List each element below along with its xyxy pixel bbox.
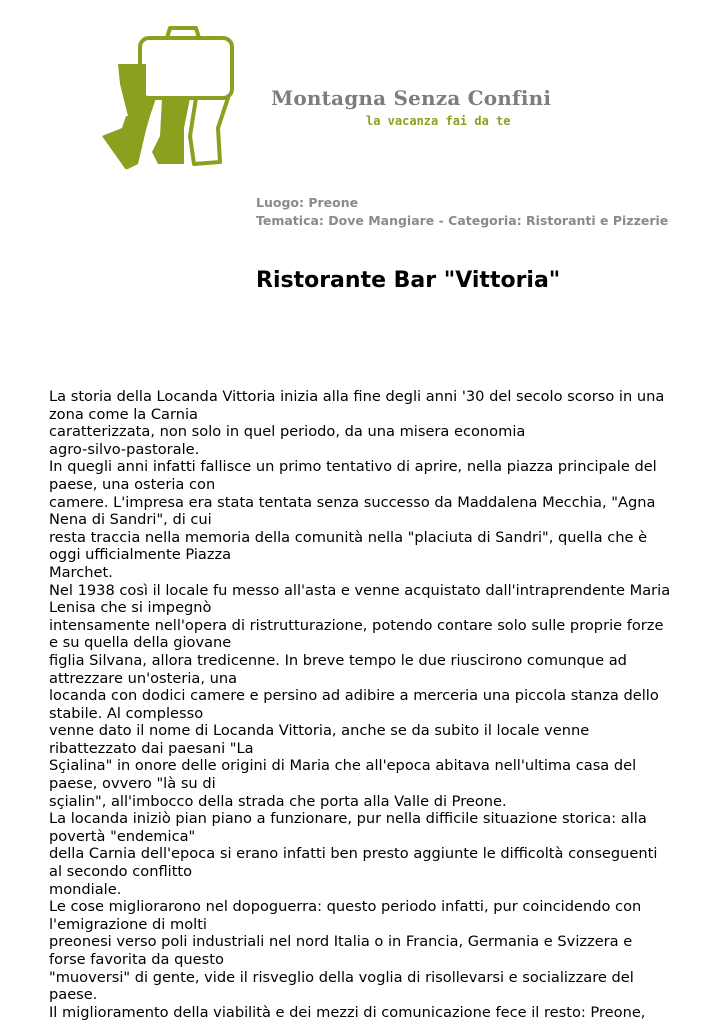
body-line: Nena di Sandri", di cui [49,511,212,529]
body-line: paese, ovvero "là su di [49,775,216,793]
body-line: preonesi verso poli industriali nel nord Italia o in Francia, Germania e Svizzera e [49,933,633,951]
body-line: povertà "endemica" [49,827,196,845]
body-line: locanda con dodici camere e persino ad adibire a merceria una piccola stanza dello [49,687,659,705]
brand-name: Montagna Senza Confini [271,86,552,110]
body-line: "muoversi" di gente, vide il risveglio della voglia di risollevarsi e socializzare del [49,968,634,986]
body-line: resta traccia nella memoria della comunità nella "placiuta di Sandri", quella che è [49,528,648,546]
body-line: attrezzare un'osteria, una [49,669,238,687]
body-line: figlia Silvana, allora tredicenne. In breve tempo le due riuscirono comunque ad [49,651,627,669]
body-line: sçialin", all'imbocco della strada che porta alla Valle di Preone. [49,792,507,810]
body-line: caratterizzata, non solo in quel periodo, da una misera economia [49,423,526,441]
body-line: forse favorita da questo [49,951,224,968]
location-meta: Luogo: Preone [256,195,359,210]
suitcase-walker-icon [98,24,238,169]
body-line: camere. L'impresa era stata tentata senza successo da Maddalena Mecchia, "Agna [49,493,656,511]
body-line: e su quella della giovane [49,634,232,652]
body-line: l'emigrazione di molti [49,915,207,933]
article-body [49,388,709,1021]
body-line: oggi ufficialmente Piazza [49,546,232,564]
category-meta: Tematica: Dove Mangiare - Categoria: Ristoranti e Pizzerie [256,213,669,228]
body-line: paese, una osteria con [49,475,216,493]
body-line: La storia della Locanda Vittoria inizia alla fine degli anni '30 del secolo scorso in una [49,388,665,405]
body-line: Il miglioramento della viabilità e dei mezzi di comunicazione fece il resto: Preone, [49,1003,646,1021]
body-line: venne dato il nome di Locanda Vittoria, anche se da subito il locale venne [49,722,590,740]
body-line: zona come la Carnia [49,405,198,423]
body-line: della Carnia dell'epoca si erano infatti ben presto aggiunte le difficoltà conseguenti [49,845,658,863]
body-line: al secondo conflitto [49,863,193,881]
body-line: mondiale. [49,880,122,898]
page-title: Ristorante Bar "Vittoria" [256,268,561,293]
body-line: paese. [49,986,98,1004]
body-line: stabile. Al complesso [49,704,204,722]
body-line: agro-silvo-pastorale. [49,440,200,458]
body-line: Nel 1938 così il locale fu messo all'asta e venne acquistato dall'intraprendente Maria [49,581,671,599]
body-line: Le cose migliorarono nel dopoguerra: questo periodo infatti, pur coincidendo con [49,898,642,916]
body-line: intensamente nell'opera di ristrutturazione, potendo contare solo sulle proprie forze [49,616,664,634]
body-line: Sçialina" in onore delle origini di Maria che all'epoca abitava nell'ultima casa del [49,757,637,775]
body-line: ribattezzato dai paesani "La [49,739,254,757]
brand-tagline: la vacanza fai da te [366,114,511,128]
body-line: La locanda iniziò pian piano a funzionare, pur nella difficile situazione storica: alla [49,810,647,828]
brand-logo-graphic [98,24,238,169]
body-line: Lenisa che si impegnò [49,599,212,617]
body-line: Marchet. [49,563,113,581]
body-line: In quegli anni infatti fallisce un primo tentativo di aprire, nella piazza principale del [49,458,657,476]
